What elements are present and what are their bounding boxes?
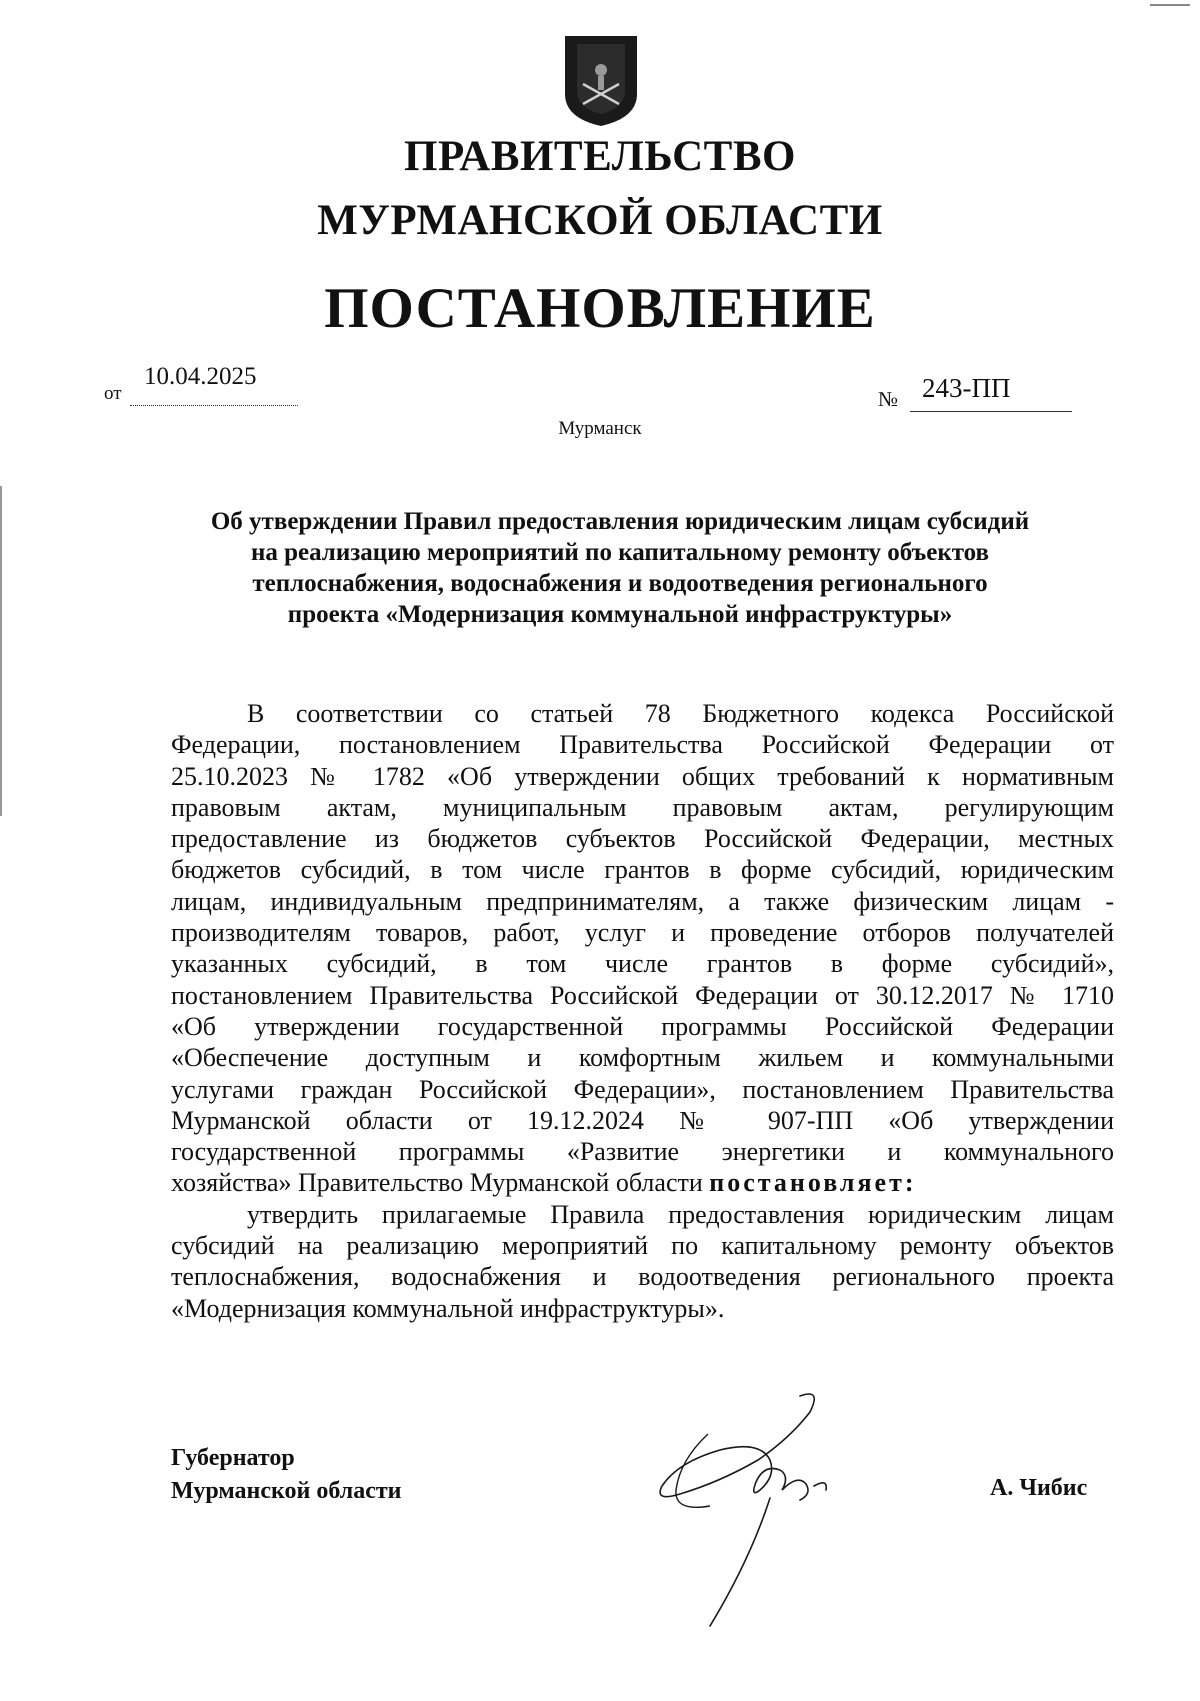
resolution-line: субсидий на реализацию мероприятий по капитальному ремонту объектов [171, 1231, 1114, 1261]
body-line: указанных субсидий, в том числе грантов в форме субсидий», [171, 949, 1114, 979]
body-line: 25.10.2023 № 1782 «Об утверждении общих требований к нормативным [171, 761, 1114, 791]
decree-word: постановляет [709, 1168, 905, 1198]
decree-prefix: хозяйства» Правительство Мурманской области [171, 1168, 703, 1198]
body-line-decree [171, 1167, 1114, 1198]
body-line: постановлением Правительства Российской Федерации от 30.12.2017 № 1710 [171, 980, 1114, 1010]
date-field [104, 363, 304, 403]
resolution-line: теплоснабжения, водоснабжения и водоотведения регионального проекта [171, 1262, 1114, 1292]
title-line: Об утверждении Правил предоставления юридическим лицам субсидий [210, 508, 1030, 535]
number-value: 243-ПП [922, 373, 1011, 403]
date-prefix: от [104, 383, 122, 404]
signer-title-line1: Губернатор [171, 1445, 295, 1471]
date-underline [130, 405, 298, 406]
body-line: бюджетов субсидий, в том числе грантов в форме субсидий, юридическим [171, 855, 1114, 885]
org-name-line1: ПРАВИТЕЛЬСТВО [404, 133, 796, 180]
decree-suffix: : [904, 1168, 917, 1198]
number-prefix: № [878, 387, 899, 411]
document-body [171, 698, 1114, 1324]
body-line: «Об утверждении государственной программы Российской Федерации [171, 1011, 1114, 1041]
document-title [150, 506, 1090, 630]
title-line: проекта «Модернизация коммунальной инфраструктуры» [287, 601, 953, 628]
signer-title-line2: Мурманской области [171, 1478, 402, 1504]
city: Мурманск [558, 418, 642, 439]
body-line: Мурманской области от 19.12.2024 № 907-ПП «Об утверждении [171, 1105, 1114, 1135]
number-field [878, 373, 1078, 413]
signer-title [171, 1442, 401, 1508]
date-value: 10.04.2025 [144, 363, 257, 390]
resolution-line: утвердить прилагаемые Правила предоставления юридическим лицам [247, 1199, 1114, 1229]
title-line: теплоснабжения, водоснабжения и водоотведения регионального [252, 570, 988, 597]
title-line: на реализацию мероприятий по капитальному ремонту объектов [250, 539, 990, 566]
signer-name: А. Чибис [990, 1475, 1088, 1501]
handwritten-signature [650, 1390, 890, 1640]
resolution-line: «Модернизация коммунальной инфраструктуры». [171, 1293, 725, 1323]
coat-of-arms-emblem [563, 34, 639, 128]
scan-edge-mark [0, 486, 2, 816]
org-name-line2: МУРМАНСКОЙ ОБЛАСТИ [317, 197, 883, 244]
body-line: Федерации, постановлением Правительства Российской Федерации от [171, 730, 1114, 760]
body-line: государственной программы «Развитие энергетики и коммунального [171, 1137, 1114, 1167]
body-line: услугами граждан Российской Федерации», постановлением Правительства [171, 1074, 1114, 1104]
body-line: лицам, индивидуальным предпринимателям, а также физическим лицам - [171, 886, 1114, 916]
scan-edge-mark-top [1150, 4, 1190, 6]
document-type: ПОСТАНОВЛЕНИЕ [324, 277, 876, 340]
body-line: правовым актам, муниципальным правовым актам, регулирующим [171, 792, 1114, 822]
number-underline [910, 411, 1072, 412]
body-line: В соответствии со статьей 78 Бюджетного кодекса Российской [247, 699, 1114, 728]
body-line: предоставление из бюджетов субъектов Российской Федерации, местных [171, 824, 1114, 854]
body-line: производителям товаров, работ, услуг и проведение отборов получателей [171, 918, 1114, 948]
body-line: «Обеспечение доступным и комфортным жильем и коммунальными [171, 1043, 1114, 1073]
